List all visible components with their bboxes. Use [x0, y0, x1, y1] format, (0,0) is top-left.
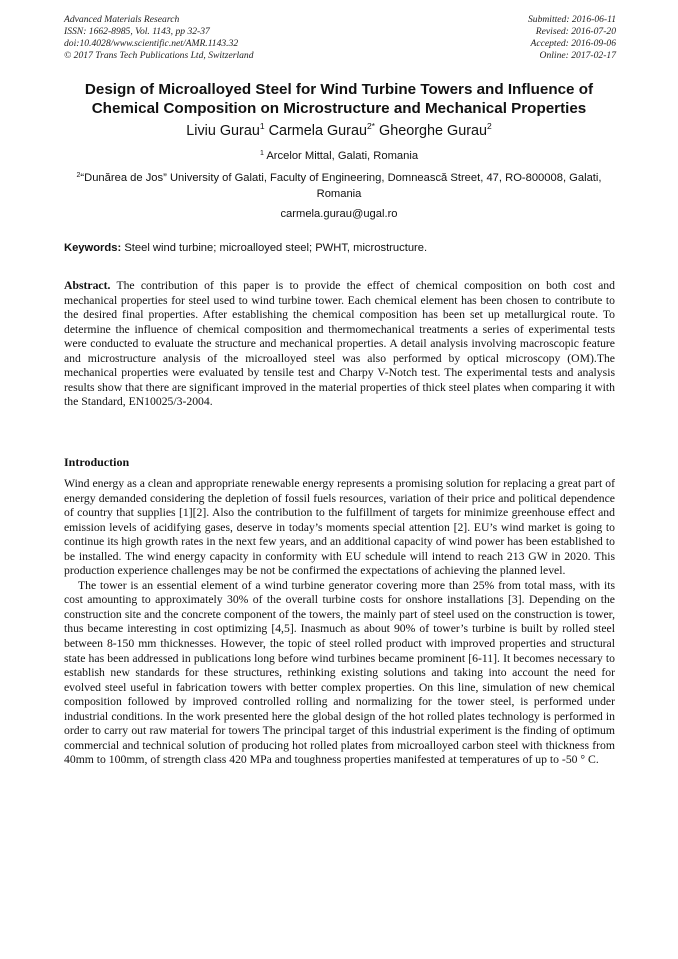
author-affiliation-mark: 2 — [487, 121, 492, 131]
section-heading: Introduction — [64, 455, 130, 469]
copyright-notice: © 2017 Trans Tech Publications Ltd, Switzerland — [64, 50, 254, 61]
abstract-label: Abstract. — [64, 279, 111, 292]
affiliation-2 — [56, 171, 622, 202]
affiliation-mark: 1 — [259, 150, 264, 157]
paragraph: Wind energy as a clean and appropriate renewable energy represents a promising solution for replacing a great part of energy demanded considering the depletion of fossil fuels resources, variation of their price and political dependence of country that supplies [1][2]. Also the contribution to the fulfillment of targets for minimize greenhouse effect and emission levels of acidifying gases, deserve in today’s moments special attention [2]. EU’s wind market is going to continue its high growth rates in the next few years, and an additional capacity of wind power has been established to be installed. The wind energy capacity in conformity with EU schedule will intend to reach 213 GW in 2020. This production experience challenges may be not be confirmed the expectations of achieving the planned level. — [64, 477, 615, 578]
online-date: Online: 2017-02-17 — [539, 50, 616, 61]
affiliation-text: “Dunărea de Jos” University of Galati, Faculty of Engineering, Domnească Street, 47, RO-800008, Galati, Romania — [80, 172, 602, 200]
author-list — [0, 122, 678, 140]
abstract-block — [64, 279, 615, 410]
paper-title — [40, 80, 638, 118]
accepted-date: Accepted: 2016-09-06 — [530, 38, 616, 49]
author-name: Gheorghe Gurau — [379, 123, 488, 139]
journal-name: Advanced Materials Research — [64, 14, 180, 25]
affiliation-1 — [56, 149, 622, 165]
abstract-text: The contribution of this paper is to provide the effect of chemical composition on both cost and mechanical properties for steel used to wind turbine tower. Each chemical element has been chosen to contribute to the desired final properties. After establishing the chemical composition has been set up metallurgical route. To determine the influence of chemical composition and thermomechanical treatments a series of experimental tests were conducted to evaluate the structure and mechanical properties. A detail analysis involving macroscopic feature and microstructure analysis of the microalloyed steel was also performed by optical microscopy (OM).The mechanical properties were evaluated by tensile test and Charpy V-Notch test. The experimental tests and analysis results show that there are significant improved in the material properties of thick steel plates when comparing it with the Standard, EN10025/3-2004. — [64, 279, 615, 409]
author-affiliation-mark: 2* — [366, 121, 375, 131]
author-name: Carmela Gurau — [268, 123, 367, 139]
affiliation-mark: 2 — [76, 172, 81, 179]
paragraph: The tower is an essential element of a wind turbine generator covering more than 25% from total mass, with its cost amounting to approximately 30% of the overall turbine costs for onshore installations [3]. Depending on the construction site and the concrete component of the towers, the mainly part of steel used on the construction is tower, thus became interesting in cost optimizing [4,5]. Inasmuch as about 90% of tower’s turbine is built by rolled steel between 8-150 mm thicknesses. However, the topic of steel rolled product with improved properties and structural state has been addressed in publications long before wind turbines became prominent [6-11]. It becomes necessary to establish new standards for these structures, rethinking existing solutions and taking into account the need for evolved steel useful in fabrication towers with better complex properties. On this line, simulation of new chemical composition followed by improved controlled rolling and normalizing for the tower steel, is performed under industrial conditions. In the work presented here the global design of the hot rolled plates technology is performed in order to carry out raw material for towers The principal target of this industrial experiment is the finding of optimum commercial and technical solution of producing hot rolled plates from microalloyed carbon steel with thickness from 40mm to 100mm, of strength class 420 MPa and toughness properties manifested at temperatures of up to -50 ° C. — [64, 578, 615, 767]
affiliation-text: Arcelor Mittal, Galati, Romania — [266, 150, 419, 162]
introduction-body — [64, 477, 615, 768]
corresponding-email: carmela.gurau@ugal.ro — [280, 208, 398, 220]
keywords-label: Keywords: — [64, 242, 122, 254]
revised-date: Revised: 2016-07-20 — [535, 26, 616, 37]
article-doi: doi:10.4028/www.scientific.net/AMR.1143.32 — [64, 38, 239, 49]
title-line-2: Chemical Composition on Microstructure and Mechanical Properties — [91, 100, 587, 117]
journal-issn: ISSN: 1662-8985, Vol. 1143, pp 32-37 — [64, 26, 210, 37]
author-affiliation-mark: 1 — [259, 121, 265, 131]
header-left — [64, 14, 254, 62]
header-right — [528, 14, 616, 62]
journal-header — [64, 14, 616, 66]
title-line-1: Design of Microalloyed Steel for Wind Turbine Towers and Influence of — [84, 81, 594, 98]
keywords-line — [64, 241, 616, 256]
submitted-date: Submitted: 2016-06-11 — [527, 14, 616, 25]
author-name: Liviu Gurau — [186, 123, 260, 139]
keywords-text: Steel wind turbine; microalloyed steel; PWHT, microstructure. — [124, 242, 428, 254]
